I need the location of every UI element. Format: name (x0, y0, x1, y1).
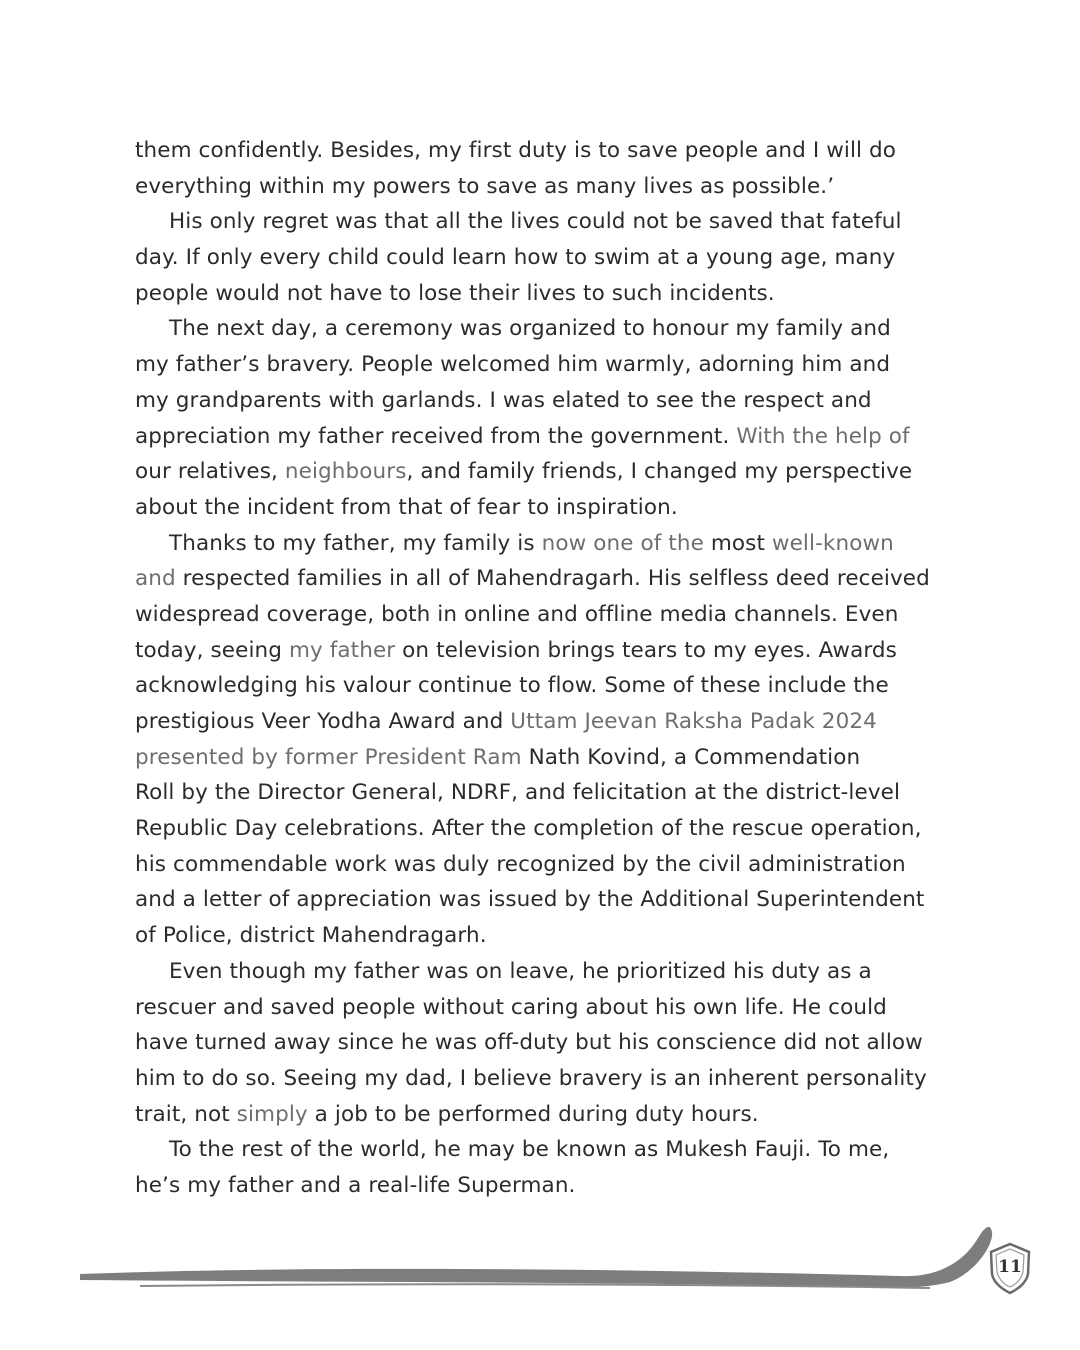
text-line (135, 383, 945, 419)
text-segment: simply (236, 1101, 308, 1127)
text-segment: Roll by the Director General, NDRF, and felicitation at the district-level (135, 780, 901, 806)
text-segment: my grandparents with garlands. I was elated to see the respect and (135, 387, 872, 413)
text-segment: His only regret was that all the lives could not be saved that fateful (169, 209, 902, 235)
text-segment: everything within my powers to save as many lives as possible.’ (135, 173, 835, 199)
text-segment: on television brings tears to my eyes. Awards (395, 637, 897, 663)
text-line (135, 490, 945, 526)
text-segment: Republic Day celebrations. After the completion of the rescue operation, (135, 816, 922, 842)
text-line (135, 276, 945, 312)
text-line (135, 204, 945, 240)
text-line (135, 1061, 945, 1097)
swoosh-main-stroke (80, 1227, 992, 1288)
text-line (135, 1025, 945, 1061)
text-segment: respected families in all of Mahendragarh. His selfless deed received (175, 566, 930, 592)
text-line (135, 633, 945, 669)
text-segment: now one of the (541, 530, 704, 556)
text-line (135, 419, 945, 455)
text-segment: his commendable work was duly recognized by the civil administration (135, 851, 906, 877)
text-line (135, 526, 945, 562)
text-segment: widespread coverage, both in online and offline media channels. Even (135, 601, 899, 627)
text-line (135, 740, 945, 776)
text-segment: Thanks to my father, my family is (169, 530, 542, 556)
text-line (135, 561, 945, 597)
text-line (135, 1132, 945, 1168)
text-line (135, 1097, 945, 1133)
text-segment: and (135, 566, 176, 592)
text-segment: people would not have to lose their lives to such incidents. (135, 280, 775, 306)
text-segment: day. If only every child could learn how to swim at a young age, many (135, 245, 896, 271)
text-line (135, 1168, 945, 1204)
text-segment: well-known (771, 530, 894, 556)
text-segment: most (703, 530, 772, 556)
text-segment: him to do so. Seeing my dad, I believe bravery is an inherent personality (135, 1065, 927, 1091)
text-segment: he’s my father and a real-life Superman. (135, 1172, 576, 1198)
text-segment: have turned away since he was off-duty but his conscience did not allow (135, 1030, 923, 1056)
text-segment: about the incident from that of fear to inspiration. (135, 494, 678, 520)
text-line (135, 311, 945, 347)
text-segment: neighbours (284, 459, 407, 485)
text-segment: trait, not (135, 1101, 237, 1127)
text-segment: To the rest of the world, he may be known as Mukesh Fauji. To me, (169, 1137, 890, 1163)
text-line (135, 597, 945, 633)
text-line (135, 811, 945, 847)
text-line (135, 454, 945, 490)
text-segment: Even though my father was on leave, he prioritized his duty as a (169, 958, 872, 984)
text-segment: , and family friends, I changed my perspective (406, 459, 913, 485)
page-body (135, 133, 945, 1204)
text-segment: a job to be performed during duty hours. (307, 1101, 759, 1127)
text-segment: acknowledging his valour continue to flow. Some of these include the (135, 673, 889, 699)
text-line (135, 882, 945, 918)
footer-swoosh-decoration (0, 1210, 1080, 1320)
text-line (135, 240, 945, 276)
text-line (135, 847, 945, 883)
text-segment: Nath Kovind, a Commendation (521, 744, 861, 770)
text-segment: and a letter of appreciation was issued by the Additional Superintendent (135, 887, 925, 913)
text-segment: my father (288, 637, 396, 663)
text-segment: of Police, district Mahendragarh. (135, 923, 487, 949)
text-segment: prestigious Veer Yodha Award and (135, 709, 511, 734)
text-segment: my father’s bravery. People welcomed him warmly, adorning him and (135, 352, 891, 378)
text-line (135, 990, 945, 1026)
text-line (135, 347, 945, 383)
text-line (135, 668, 945, 704)
text-segment: rescuer and saved people without caring about his own life. He could (135, 994, 887, 1020)
text-segment: The next day, a ceremony was organized to honour my family and (169, 316, 891, 342)
text-line (135, 954, 945, 990)
text-segment: With the help of (736, 423, 910, 449)
text-line (135, 704, 945, 740)
text-segment: appreciation my father received from the government. (135, 423, 737, 449)
text-segment: today, seeing (135, 637, 289, 663)
text-line (135, 169, 945, 205)
text-segment: presented by former President Ram (135, 744, 522, 770)
text-segment: them confidently. Besides, my first duty is to save people and I will do (135, 138, 897, 163)
text-segment: Uttam Jeevan Raksha Padak 2024 (510, 709, 877, 734)
text-line (135, 133, 945, 169)
page-number: 11 (998, 1257, 1022, 1277)
text-segment: our relatives, (135, 459, 285, 485)
text-line (135, 775, 945, 811)
text-line (135, 918, 945, 954)
